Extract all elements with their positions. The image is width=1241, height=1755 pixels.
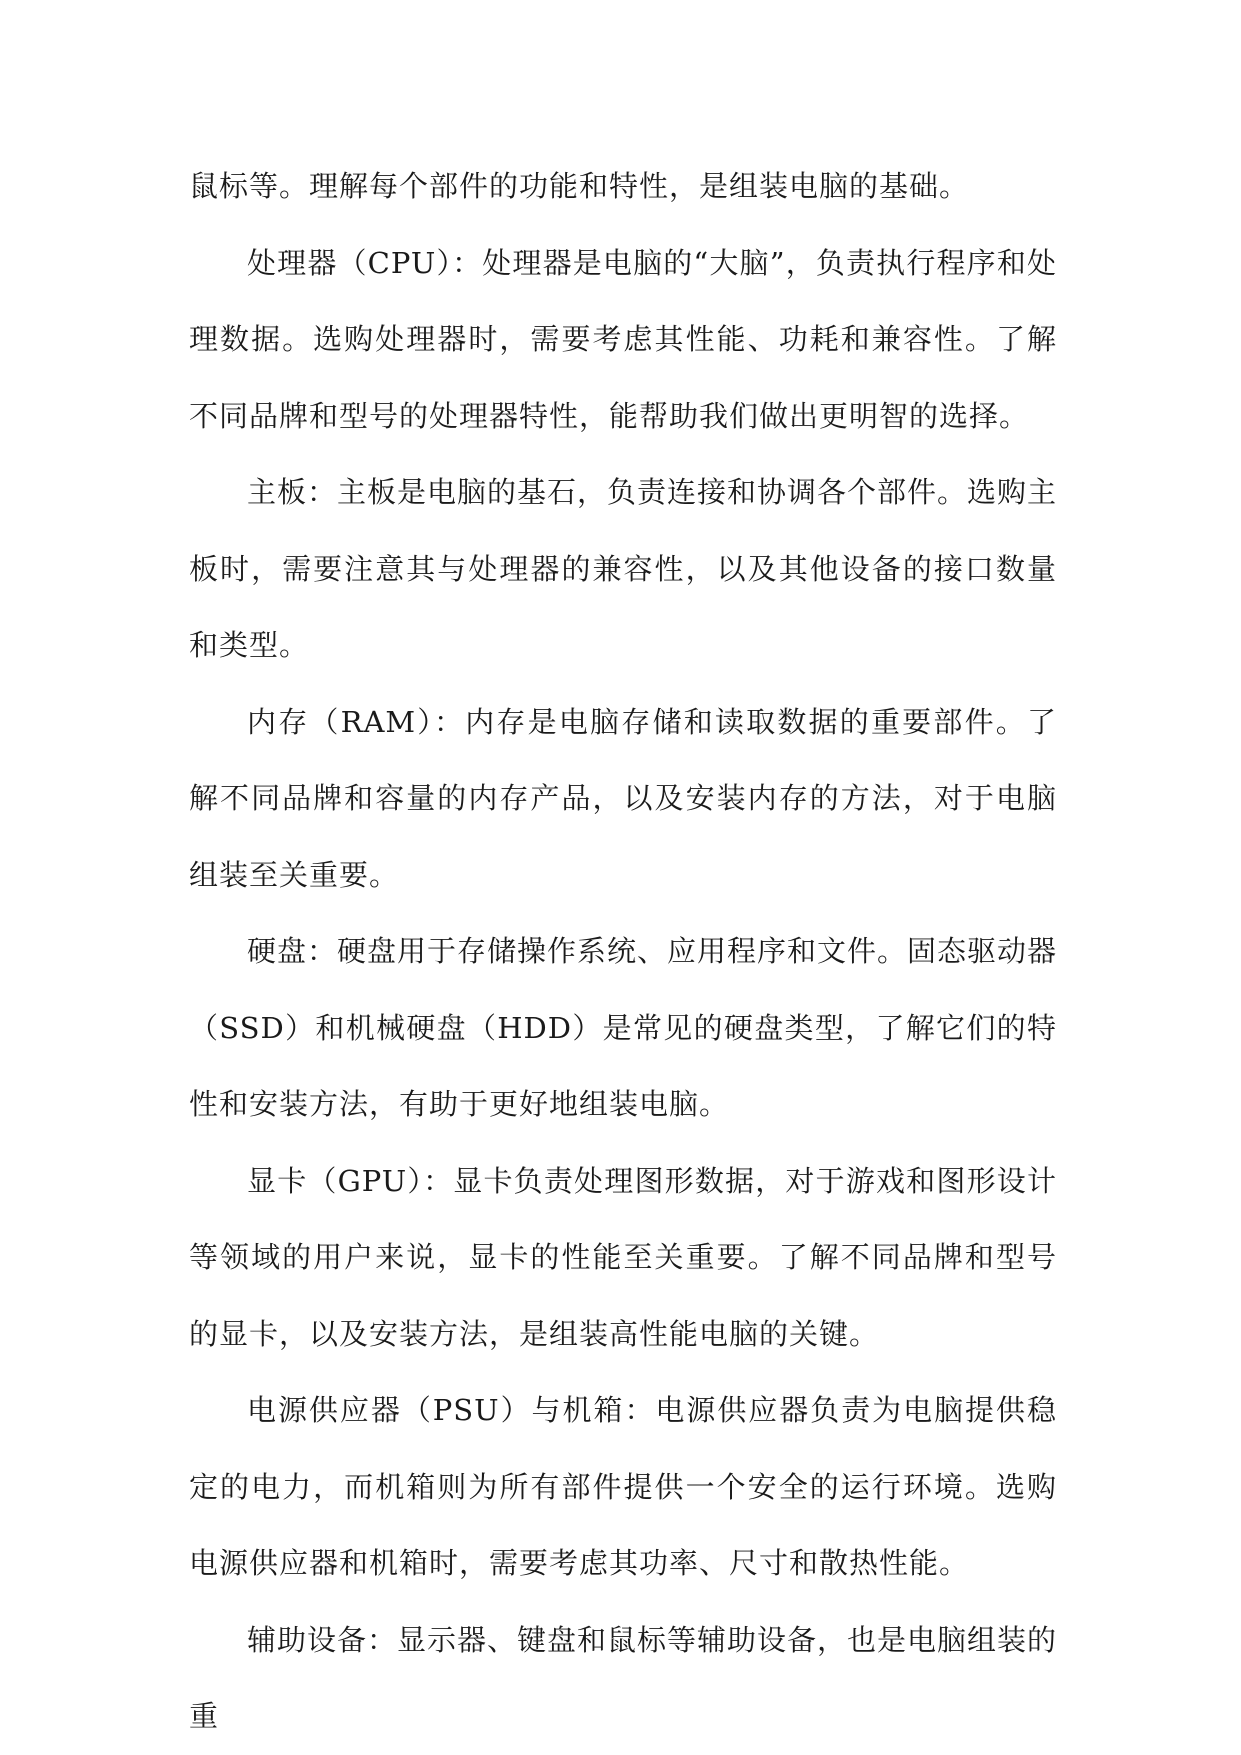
paragraph-cpu: 处理器（CPU）：处理器是电脑的“大脑”，负责执行程序和处理数据。选购处理器时，需要考虑其性能、功耗和兼容性。了解不同品牌和型号的处理器特性，能帮助我们做出更明智的选择。 bbox=[189, 245, 1057, 433]
paragraph-psu-case: 电源供应器（PSU）与机箱：电源供应器负责为电脑提供稳定的电力，而机箱则为所有部件提供一个安全的运行环境。选购电源供应器和机箱时，需要考虑其功率、尺寸和散热性能。 bbox=[189, 1393, 1057, 1580]
paragraph-storage: 硬盘：硬盘用于存储操作系统、应用程序和文件。固态驱动器（SSD）和机械硬盘（HDD）是常见的硬盘类型，了解它们的特性和安装方法，有助于更好地组装电脑。 bbox=[189, 934, 1058, 1121]
paragraph-ram: 内存（RAM）：内存是电脑存储和读取数据的重要部件。了解不同品牌和容量的内存产品，以及安装内存的方法，对于电脑组装至关重要。 bbox=[189, 704, 1057, 892]
paragraph-continuation: 鼠标等。理解每个部件的功能和特性，是组装电脑的基础。 bbox=[189, 169, 970, 203]
paragraph-gpu: 显卡（GPU）：显卡负责处理图形数据，对于游戏和图形设计等领域的用户来说，显卡的性能至关重要。了解不同品牌和型号的显卡，以及安装方法，是组装高性能电脑的关键。 bbox=[189, 1163, 1057, 1351]
document-body bbox=[189, 148, 1057, 1755]
paragraph-peripherals: 辅助设备：显示器、键盘和鼠标等辅助设备，也是电脑组装的重 bbox=[189, 1622, 1058, 1733]
paragraph-motherboard: 主板：主板是电脑的基石，负责连接和协调各个部件。选购主板时，需要注意其与处理器的兼容性，以及其他设备的接口数量和类型。 bbox=[189, 475, 1058, 662]
